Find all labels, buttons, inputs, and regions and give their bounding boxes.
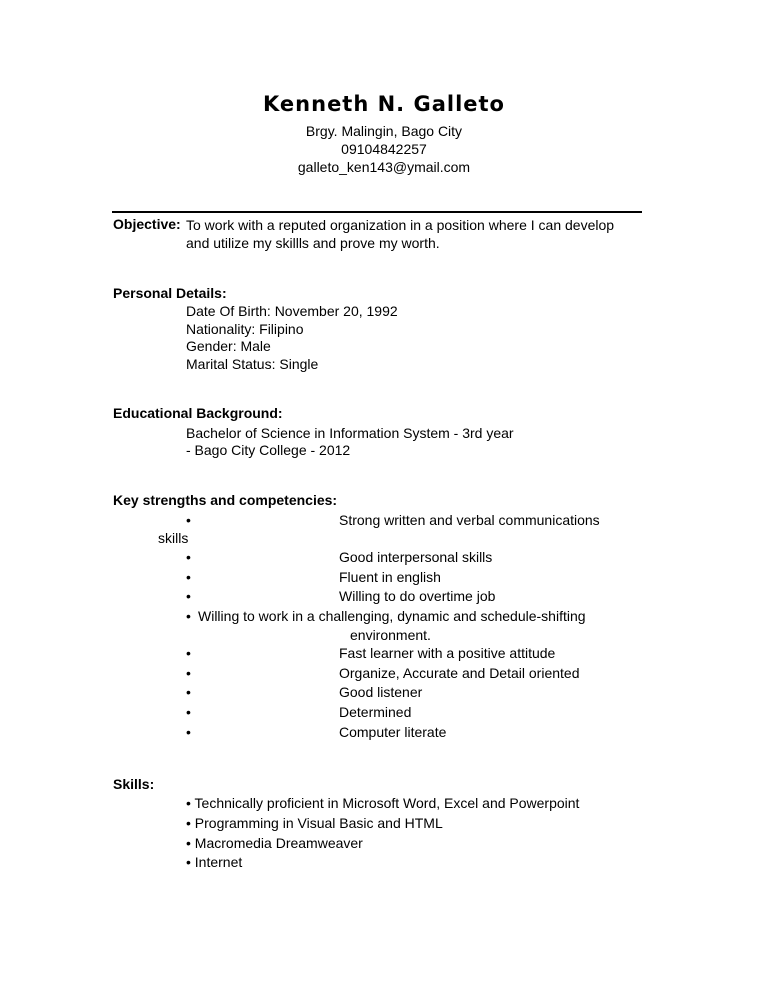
personal-nationality: Nationality: Filipino (186, 321, 304, 337)
bullet-icon: • (186, 588, 191, 604)
bullet-icon: • (186, 704, 191, 720)
strength-item: Good listener (339, 684, 423, 700)
bullet-icon: • (186, 645, 191, 661)
bullet-icon: • (186, 724, 191, 740)
bullet-icon: • (186, 512, 191, 528)
objective-line-1: To work with a reputed organization in a position where I can develop (186, 217, 615, 233)
strength-item-wrap: environment. (350, 627, 431, 643)
skill-item: • Technically proficient in Microsoft Word, Excel and Powerpoint (186, 795, 580, 811)
education-heading: Educational Background: (113, 405, 283, 421)
strength-item: Determined (339, 704, 412, 720)
personal-marital-status: Marital Status: Single (186, 356, 319, 372)
personal-gender: Gender: Male (186, 338, 271, 354)
objective-line-2: and utilize my skillls and prove my worth. (186, 235, 440, 251)
education-degree: Bachelor of Science in Information System - 3rd year (186, 425, 514, 441)
strength-item-wrap: skills (158, 530, 189, 546)
skills-heading: Skills: (113, 776, 155, 792)
skill-item: • Internet (186, 854, 243, 870)
personal-dob: Date Of Birth: November 20, 1992 (186, 303, 398, 319)
phone: 09104842257 (341, 141, 427, 157)
bullet-icon: • (186, 569, 191, 585)
objective-label: Objective: (113, 216, 181, 232)
strength-item: Willing to work in a challenging, dynamic and schedule-shifting (198, 608, 586, 624)
bullet-icon: • (186, 608, 191, 624)
header-divider (112, 211, 642, 213)
bullet-icon: • (186, 549, 191, 565)
education-school: - Bago City College - 2012 (186, 442, 351, 458)
strength-item: Willing to do overtime job (339, 588, 496, 604)
email: galleto_ken143@ymail.com (297, 159, 471, 175)
resume-name: Kenneth N. Galleto (263, 92, 505, 116)
strength-item: Computer literate (339, 724, 447, 740)
skill-item: • Macromedia Dreamweaver (186, 835, 363, 851)
strength-item: Fast learner with a positive attitude (339, 645, 556, 661)
personal-details-heading: Personal Details: (113, 285, 227, 301)
bullet-icon: • (186, 665, 191, 681)
strengths-heading: Key strengths and competencies: (113, 492, 338, 508)
strength-item: Fluent in english (339, 569, 441, 585)
address: Brgy. Malingin, Bago City (305, 123, 463, 139)
strength-item: Organize, Accurate and Detail oriented (339, 665, 580, 681)
strength-item: Good interpersonal skills (339, 549, 493, 565)
skill-item: • Programming in Visual Basic and HTML (186, 815, 443, 831)
strength-item: Strong written and verbal communications (339, 512, 600, 528)
bullet-icon: • (186, 684, 191, 700)
